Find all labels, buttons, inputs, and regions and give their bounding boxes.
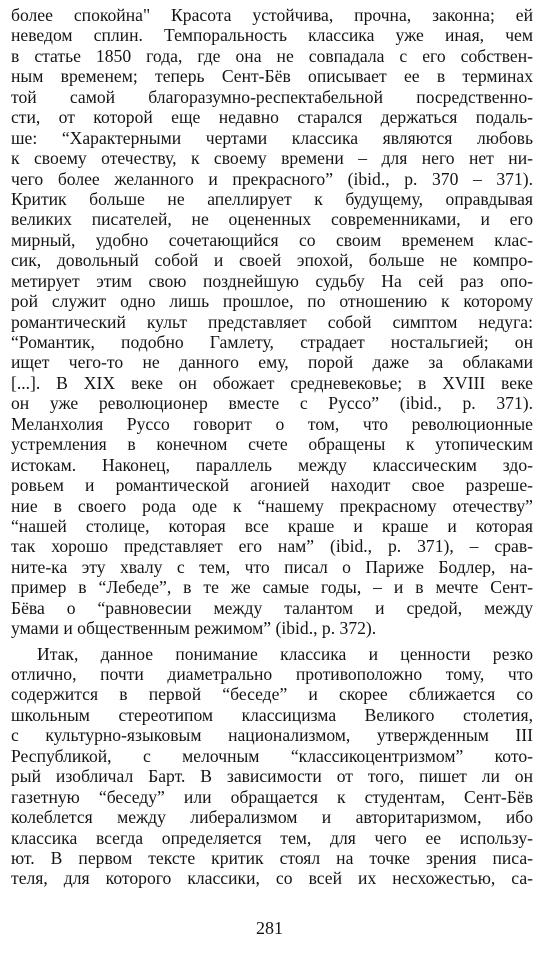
text-line: содержится в первой “беседе” и скорее сближается со bbox=[11, 684, 533, 705]
text-line: классика всегда определяется тем, для чего ее использу- bbox=[11, 827, 533, 848]
text-line: колеблется между либерализмом и авторитаризмом, ибо bbox=[11, 807, 533, 828]
text-line: более спокойна" Красота устойчива, прочна, законна; ей bbox=[11, 5, 533, 25]
text-line: так хорошо представляет его нам” (ibid., p. 371), – срав- bbox=[11, 536, 533, 557]
text-line: мирный, удобно сочетающийся со своим временем клас- bbox=[11, 229, 533, 250]
text-line: ищет чего-то не данного ему, порой даже за облаками bbox=[11, 352, 533, 373]
text-line: ют. В первом тексте критик стоял на точке зрения писа- bbox=[11, 847, 533, 868]
text-line: романтический культ представляет собой симптом недуга: bbox=[11, 311, 533, 332]
text-line: [...]. В XIX веке он обожает средневековье; в XVIII веке bbox=[11, 372, 533, 393]
paragraph-1 bbox=[11, 5, 533, 639]
body-text bbox=[11, 5, 533, 889]
text-line: ным временем; теперь Сент-Бёв описывает ее в терминах bbox=[11, 66, 533, 87]
text-line: он уже революционер вместе с Руссо” (ibid., p. 371). bbox=[11, 393, 533, 414]
text-line: ните-ка эту хвалу с тем, что писал о Париже Бодлер, на- bbox=[11, 556, 533, 577]
text-line: в статье 1850 года, где она не совпадала с его собствен- bbox=[11, 45, 533, 66]
text-line: пример в “Лебеде”, в те же самые годы, – и в мечте Сент- bbox=[11, 577, 533, 598]
paragraph-2 bbox=[11, 644, 533, 889]
text-line: Республикой, с мелочным “классикоцентризмом” кото- bbox=[11, 745, 533, 766]
text-line: умами и общественным режимом” (ibid., p. 372). bbox=[11, 618, 377, 639]
text-line: той самой благоразумно-респектабельной посредственно- bbox=[11, 86, 533, 107]
text-line: газетную “беседу” или обращается к студентам, Сент-Бёв bbox=[11, 786, 533, 807]
text-line: сти, от которой еще недавно старался держаться подаль- bbox=[11, 107, 533, 128]
text-line: Критик больше не апеллирует к будущему, оправдывая bbox=[11, 188, 533, 209]
text-line: истокам. Наконец, параллель между классическим здо- bbox=[11, 454, 533, 475]
text-line: неведом сплин. Темпоральность классика уже иная, чем bbox=[11, 25, 533, 46]
text-line: к своему отечеству, к своему времени – для него нет ни- bbox=[11, 148, 533, 169]
text-line: с культурно-языковым национализмом, утвержденным III bbox=[11, 725, 533, 746]
text-line: великих писателей, не оцененных современниками, и его bbox=[11, 209, 533, 230]
text-line: “Романтик, подобно Гамлету, страдает ностальгией; он bbox=[11, 332, 533, 352]
text-line: Бёва о “равновесии между талантом и средой, между bbox=[11, 597, 533, 618]
page-number: 281 bbox=[256, 918, 283, 938]
text-line: теля, для которого классики, со всей их несхожестью, са- bbox=[11, 868, 533, 889]
text-line: ние в своего рода оде к “нашему прекрасному отечеству” bbox=[11, 495, 533, 516]
text-line: сик, довольный собой и своей эпохой, больше не компро- bbox=[11, 250, 533, 271]
text-line: “нашей столице, которая все краше и краше и которая bbox=[11, 515, 533, 536]
text-line: отлично, почти диаметрально противоположно тому, что bbox=[11, 664, 533, 684]
text-line: рой служит одно лишь прошлое, по отношению к которому bbox=[11, 291, 533, 312]
text-line: Итак, данное понимание классика и ценности резко bbox=[37, 643, 533, 664]
text-line: школьным стереотипом классицизма Великого столетия, bbox=[11, 704, 533, 725]
text-line: устремления в конечном счете обращены к утопическим bbox=[11, 434, 533, 455]
text-line: чего более желанного и прекрасного” (ibid., p. 370 – 371). bbox=[11, 168, 533, 189]
text-line: метирует этим свою позднейшую судьбу На сей раз опо- bbox=[11, 270, 533, 291]
text-line: ровьем и романтической агонией находит свое разреше- bbox=[11, 475, 533, 496]
text-line: рый изобличал Барт. В зависимости от того, пишет ли он bbox=[11, 766, 533, 787]
text-line: Меланхолия Руссо говорит о том, что революционные bbox=[11, 413, 533, 434]
text-line: ше: “Характерными чертами классика являются любовь bbox=[11, 127, 533, 148]
